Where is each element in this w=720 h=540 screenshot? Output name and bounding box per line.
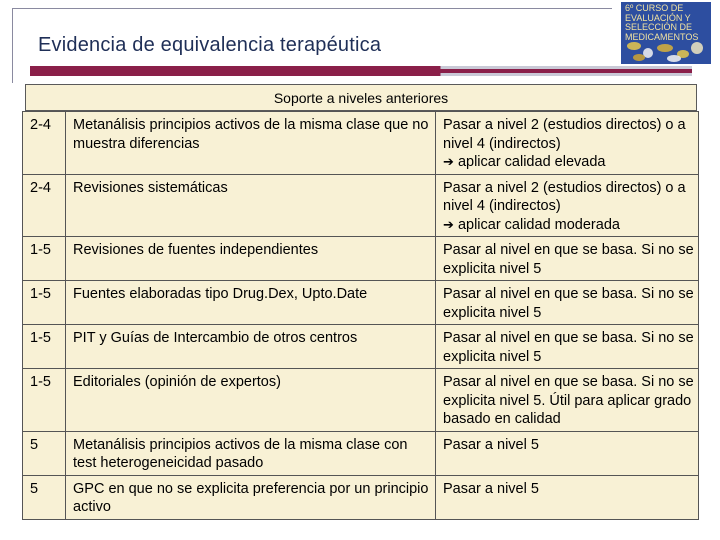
source-cell: PIT y Guías de Intercambio de otros centros (66, 325, 436, 369)
course-logo (621, 2, 711, 64)
action-text: Pasar a nivel 2 (estudios directos) o a nivel 4 (indirectos) (443, 117, 686, 152)
action-cell: Pasar a nivel 5 (436, 475, 699, 519)
source-cell: Revisiones de fuentes independientes (66, 237, 436, 281)
table-row (23, 325, 699, 369)
level-cell: 1-5 (23, 325, 66, 369)
top-rule (12, 8, 612, 9)
source-cell: GPC en que no se explicita preferencia por un principio activo (66, 475, 436, 519)
action-cell: Pasar al nivel en que se basa. Si no se explicita nivel 5 (436, 325, 699, 369)
level-cell: 5 (23, 475, 66, 519)
source-cell: Revisiones sistemáticas (66, 174, 436, 237)
logo-text: 6º CURSO DE EVALUACIÓN Y SELECCIÓN DE MEDICAMENTOS (625, 3, 699, 42)
arrow-right-icon: ➔ (443, 216, 454, 232)
level-cell: 2-4 (23, 174, 66, 237)
action-text: Pasar a nivel 2 (estudios directos) o a nivel 4 (indirectos) (443, 179, 686, 214)
source-cell: Metanálisis principios activos de la misma clase que no muestra diferencias (66, 112, 436, 175)
action-cell: Pasar al nivel en que se basa. Si no se explicita nivel 5 (436, 237, 699, 281)
action-extra-text: aplicar calidad elevada (457, 154, 606, 170)
action-cell: Pasar al nivel en que se basa. Si no se explicita nivel 5 (436, 281, 699, 325)
level-cell: 1-5 (23, 237, 66, 281)
title-underline-bar (30, 66, 692, 76)
table-row (23, 281, 699, 325)
table-row (23, 174, 699, 237)
level-cell: 5 (23, 431, 66, 475)
table-row (23, 431, 699, 475)
action-cell: Pasar al nivel en que se basa. Si no se explicita nivel 5. Útil para aplicar grado basado en calidad (436, 369, 699, 432)
level-cell: 2-4 (23, 112, 66, 175)
action-cell (436, 112, 699, 175)
table-header-label: Soporte a niveles anteriores (273, 89, 449, 106)
slide-title: Evidencia de equivalencia terapéutica (38, 34, 382, 56)
arrow-right-icon: ➔ (443, 154, 454, 169)
table-row (23, 475, 699, 519)
source-cell: Metanálisis principios activos de la misma clase con test heterogeneicidad pasado (66, 431, 436, 475)
table-row (23, 112, 699, 175)
table-row (23, 237, 699, 281)
action-cell (436, 174, 699, 237)
evidence-table (22, 111, 699, 520)
table-row (23, 369, 699, 432)
action-cell: Pasar a nivel 5 (436, 431, 699, 475)
table-header (25, 84, 697, 111)
source-cell: Editoriales (opinión de expertos) (66, 369, 436, 432)
source-cell: Fuentes elaboradas tipo Drug.Dex, Upto.Date (66, 281, 436, 325)
action-extra-text: aplicar calidad moderada (457, 216, 620, 233)
level-cell: 1-5 (23, 281, 66, 325)
level-cell: 1-5 (23, 369, 66, 432)
side-rule (12, 8, 13, 83)
